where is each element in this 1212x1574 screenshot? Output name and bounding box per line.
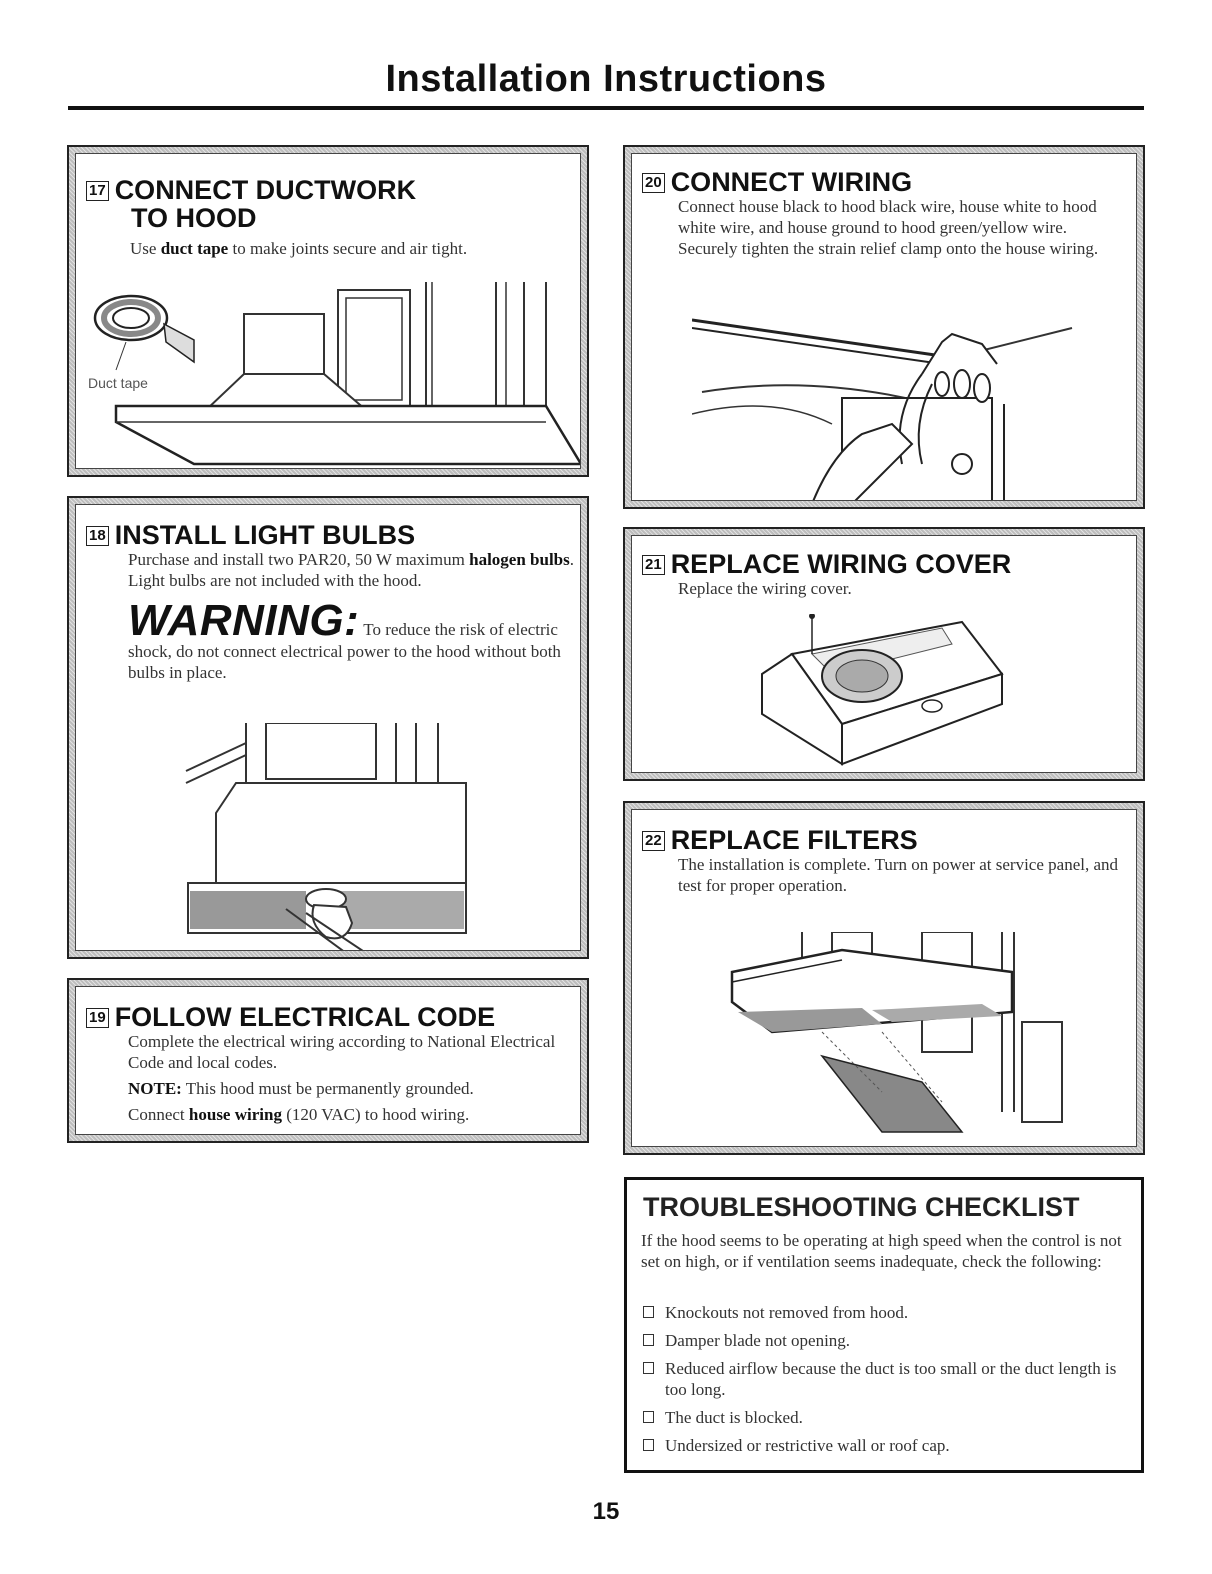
step-21-inner	[631, 535, 1137, 773]
list-item	[641, 1407, 1129, 1428]
troubleshooting-title: TROUBLESHOOTING CHECKLIST	[643, 1192, 1080, 1222]
step-17-heading	[86, 176, 416, 232]
step-22-body	[678, 854, 1128, 901]
step-22-panel	[623, 801, 1145, 1155]
step-21-panel	[623, 527, 1145, 781]
warning-word: WARNING:	[128, 596, 360, 645]
list-item	[641, 1358, 1129, 1400]
troubleshooting-list	[641, 1302, 1129, 1463]
step-19-connect-post: (120 VAC) to hood wiring.	[281, 1105, 470, 1124]
list-item-text: Damper blade not opening.	[665, 1331, 851, 1350]
wiring-cover-illustration	[752, 614, 1012, 773]
list-item-text: Reduced airflow because the duct is too small or the duct length is too long.	[665, 1359, 1117, 1399]
list-item-text: Undersized or restrictive wall or roof cap.	[665, 1436, 950, 1455]
step-17-body	[130, 238, 580, 264]
step-19-number: 19	[86, 1008, 109, 1028]
step-19-note-label: NOTE:	[128, 1079, 182, 1098]
step-18-inner	[75, 504, 581, 951]
list-item	[641, 1302, 1129, 1323]
step-18-panel	[67, 496, 589, 959]
filter-replace-illustration	[722, 932, 1072, 1147]
step-22-title: REPLACE FILTERS	[670, 825, 918, 855]
step-20-title: CONNECT WIRING	[670, 167, 913, 197]
list-item-text: Knockouts not removed from hood.	[665, 1303, 909, 1322]
light-bulb-install-illustration	[176, 723, 476, 951]
step-20-inner	[631, 153, 1137, 501]
troubleshooting-checklist	[624, 1177, 1144, 1473]
step-17-number: 17	[86, 181, 109, 201]
troubleshooting-intro: If the hood seems to be operating at high speed when the control is not set on high, or if ventilation seems inadequate, check the following:	[641, 1231, 1122, 1271]
step-22-body-text: The installation is complete. Turn on power at service panel, and test for proper operation.	[678, 855, 1119, 895]
step-19-inner	[75, 986, 581, 1135]
page-title: Installation Instructions	[385, 58, 827, 100]
step-19-connect-bold: house wiring	[188, 1105, 282, 1124]
step-18-number: 18	[86, 526, 109, 546]
checkbox-icon	[643, 1439, 654, 1451]
step-19-body-text: Complete the electrical wiring according to National Electrical Code and local codes.	[128, 1032, 556, 1072]
checkbox-icon	[643, 1306, 654, 1318]
step-22-number: 22	[642, 831, 665, 851]
duct-tape-label: Duct tape	[88, 375, 148, 391]
checkbox-icon	[643, 1334, 654, 1346]
step-21-body-text: Replace the wiring cover.	[678, 579, 852, 598]
step-17-panel	[67, 145, 589, 477]
step-21-number: 21	[642, 555, 665, 575]
step-19-connect-pre: Connect	[128, 1105, 189, 1124]
step-20-number: 20	[642, 173, 665, 193]
wiring-hands-illustration	[692, 314, 1112, 501]
step-20-body	[678, 196, 1128, 264]
checkbox-icon	[643, 1362, 654, 1374]
step-20-body-text: Connect house black to hood black wire, house white to hood white wire, and house ground to hood green/yellow wire. Securely tighten the strain relief clamp onto the house wiring.	[678, 197, 1099, 258]
step-17-body-bold: duct tape	[160, 239, 229, 258]
step-19-title: FOLLOW ELECTRICAL CODE	[114, 1002, 496, 1032]
step-17-body-pre: Use	[130, 239, 161, 258]
step-18-body	[128, 549, 580, 688]
list-item-text: The duct is blocked.	[665, 1408, 803, 1427]
step-19-panel	[67, 978, 589, 1143]
step-22-inner	[631, 809, 1137, 1147]
step-21-title: REPLACE WIRING COVER	[670, 549, 1012, 579]
page-number: 15	[592, 1498, 620, 1525]
checkbox-icon	[643, 1411, 654, 1423]
step-17-inner	[75, 153, 581, 469]
title-rule	[68, 106, 1144, 110]
step-18-heading	[86, 521, 415, 549]
warning-text: To reduce the risk of electric shock, do not connect electrical power to the hood without both bulbs in place.	[128, 620, 561, 682]
step-20-panel	[623, 145, 1145, 509]
step-19-note-text: This hood must be permanently grounded.	[181, 1079, 474, 1098]
list-item	[641, 1330, 1129, 1351]
step-22-heading	[642, 826, 918, 854]
step-18-body-bold: halogen bulbs	[469, 550, 570, 569]
step-17-title-line2: TO HOOD	[131, 203, 257, 233]
step-17-body-post: to make joints secure and air tight.	[228, 239, 468, 258]
step-17-title-line1: CONNECT DUCTWORK	[114, 175, 417, 205]
step-20-heading	[642, 168, 912, 196]
step-21-heading	[642, 550, 1011, 578]
step-19-body	[128, 1031, 580, 1130]
step-18-title: INSTALL LIGHT BULBS	[114, 520, 416, 550]
step-18-body-pre: Purchase and install two PAR20, 50 W maximum	[128, 550, 470, 569]
list-item	[641, 1435, 1129, 1456]
step-18-body-post: . Light bulbs are not included with the hood.	[128, 550, 574, 590]
step-19-heading	[86, 1003, 495, 1031]
duct-tape-roll-icon	[76, 282, 581, 469]
step-21-body	[678, 578, 1128, 604]
